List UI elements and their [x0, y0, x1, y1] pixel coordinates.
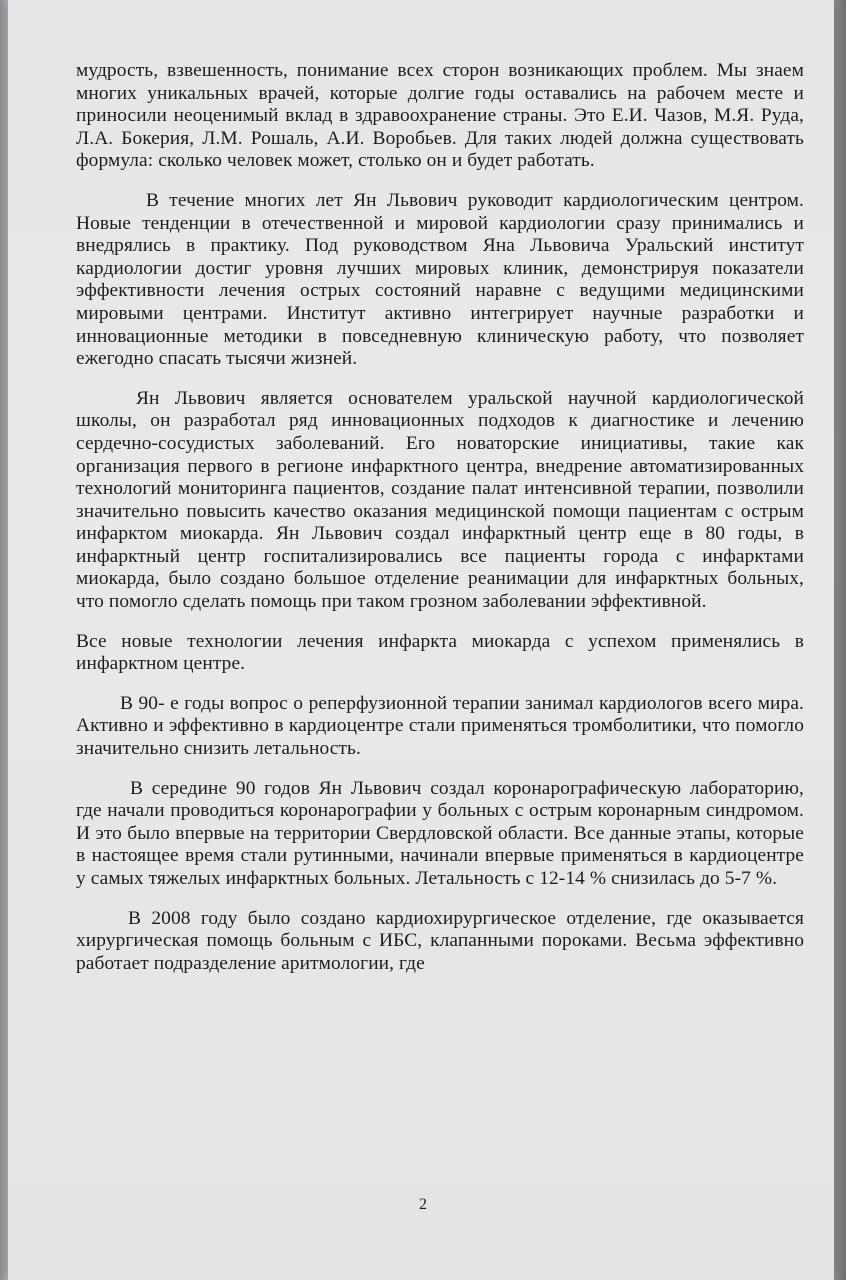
paragraph-5: В 90- е годы вопрос о реперфузионной терапии занимал кардиологов всего мира. Активно и эффективно в кардиоцентре стали применяться тромболитики, что помогло значительно снизить летальность.	[76, 692, 804, 760]
document-body	[76, 60, 804, 992]
document-page	[8, 0, 834, 1280]
paragraph-4: Все новые технологии лечения инфаркта миокарда с успехом применялись в инфарктном центре.	[76, 630, 804, 675]
paragraph-2: В течение многих лет Ян Львович руководит кардиологическим центром. Новые тенденции в отечественной и мировой кардиологии сразу принимались и внедрялись в практику. Под руководством Яна Львовича Уральский институт кардиологии достиг уровня лучших мировых клиник, демонстрируя показатели эффективности лечения острых состояний наравне с ведущими медицинскими мировыми центрами. Институт активно интегрирует научные разработки и инновационные методики в повседневную клиническую работу, что позволяет ежегодно спасать тысячи жизней.	[76, 189, 804, 370]
page-number: 2	[419, 1196, 427, 1213]
paragraph-1: мудрость, взвешенность, понимание всех сторон возникающих проблем. Мы знаем многих уникальных врачей, которые долгие годы оставались на рабочем месте и приносили неоценимый вклад в здравоохранение страны. Это Е.И. Чазов, М.Я. Руда, Л.А. Бокерия, Л.М. Рошаль, А.И. Воробьев. Для таких людей должна существовать формула: сколько человек может, столько он и будет работать.	[76, 60, 804, 172]
paragraph-6: В середине 90 годов Ян Львович создал коронарографическую лабораторию, где начали проводиться коронарографии у больных с острым коронарным синдромом. И это было впервые на территории Свердловской области. Все данные этапы, которые в настоящее время стали рутинными, начинали впервые применяться в кардиоцентре у самых тяжелых инфарктных больных. Летальность с 12-14 % снизилась до 5-7 %.	[76, 777, 804, 889]
paragraph-3: Ян Львович является основателем уральской научной кардиологической школы, он разработал ряд инновационных подходов к диагностике и лечению сердечно-сосудистых заболеваний. Его новаторские инициативы, такие как организация первого в регионе инфарктного центра, внедрение автоматизированных технологий мониторинга пациентов, создание палат интенсивной терапии, позволили значительно повысить качество оказания медицинской помощи пациентам с острым инфарктом миокарда. Ян Львович создал инфарктный центр еще в 80 годы, в инфарктный центр госпитализировались все пациенты города с инфарктами миокарда, было создано большое отделение реанимации для инфарктных больных, что помогло сделать помощь при таком грозном заболевании эффективной.	[76, 387, 804, 613]
paragraph-7: В 2008 году было создано кардиохирургическое отделение, где оказывается хирургическая помощь больным с ИБС, клапанными пороками. Весьма эффективно работает подразделение аритмологии, где	[76, 907, 804, 974]
